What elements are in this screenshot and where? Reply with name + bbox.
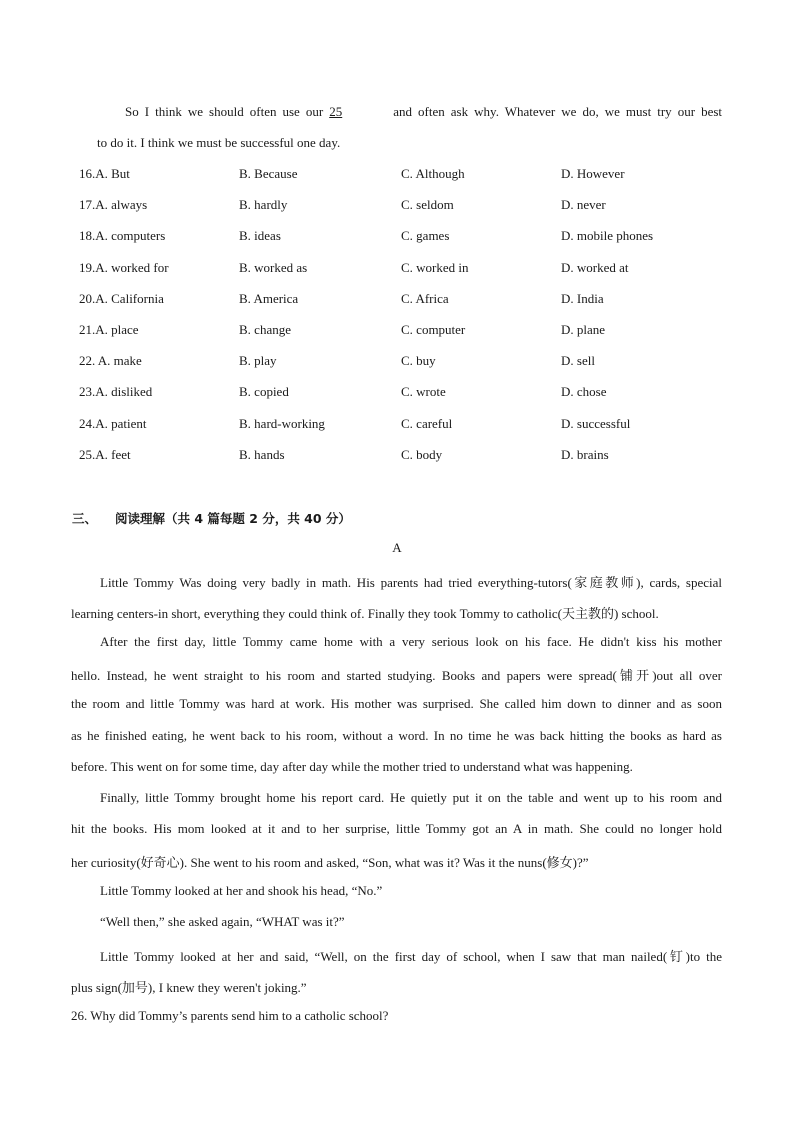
option-d: D. never xyxy=(561,197,606,213)
passage-line: plus sign(加号), I knew they weren't joking.” xyxy=(71,980,307,995)
option-a: 17.A. always xyxy=(79,197,148,213)
option-b: B. ideas xyxy=(239,228,281,244)
option-c: C. body xyxy=(401,446,443,462)
option-c: C. wrote xyxy=(401,384,446,400)
question-row xyxy=(79,416,739,434)
option-b: B. hardly xyxy=(239,197,288,213)
option-b: B. worked as xyxy=(239,259,308,275)
passage-line: hit the books. His mom looked at it and to her surprise, little Tommy got an A in math. She could no longer hold xyxy=(71,821,722,836)
passage-label: A xyxy=(392,540,402,555)
question-26: 26. Why did Tommy’s parents send him to a catholic school? xyxy=(71,1008,389,1023)
option-d: D. However xyxy=(561,166,625,181)
option-c: C. buy xyxy=(401,353,436,369)
option-b: B. hands xyxy=(239,446,285,462)
question-row xyxy=(79,228,739,246)
section-title: 阅读理解（共 4 篇每题 2 分，共 40 分） xyxy=(115,511,351,526)
option-a: 16.A. But xyxy=(79,166,130,181)
option-d: D. mobile phones xyxy=(561,228,654,244)
option-c: C. worked in xyxy=(401,259,469,275)
option-c: C. computer xyxy=(401,322,466,337)
option-d: D. India xyxy=(561,290,604,306)
passage-line: Little Tommy Was doing very badly in math. His parents had tried everything-tutors(家庭教师), cards, special xyxy=(100,575,722,590)
option-d: D. plane xyxy=(561,322,606,337)
passage-line: After the first day, little Tommy came home with a very serious look on his face. He didn't kiss his mother xyxy=(100,634,722,649)
passage-line: Little Tommy looked at her and shook his head, “No.” xyxy=(100,883,383,898)
question-row xyxy=(79,384,739,402)
option-a: 24.A. patient xyxy=(79,415,147,431)
option-c: C. seldom xyxy=(401,197,454,213)
option-a: 21.A. place xyxy=(79,322,139,337)
option-b: B. change xyxy=(239,322,291,337)
passage-line: her curiosity(好奇心). She went to his room and asked, “Son, what was it? Was it the nuns(修女)?” xyxy=(71,855,589,870)
cloze-text-after: and often ask why. Whatever we do, we must try our best xyxy=(393,104,723,119)
option-c: C. games xyxy=(401,228,450,244)
question-row xyxy=(79,291,739,309)
option-c: C. careful xyxy=(401,415,453,431)
option-c: C. Although xyxy=(401,166,465,181)
question-row xyxy=(79,197,739,215)
cloze-blank-25: 25 xyxy=(329,104,343,119)
option-a: 25.A. feet xyxy=(79,446,131,462)
section-heading xyxy=(72,509,351,527)
option-a: 22. A. make xyxy=(79,353,142,369)
option-d: D. chose xyxy=(561,384,607,400)
question-row xyxy=(79,353,739,371)
passage-line: Finally, little Tommy brought home his report card. He quietly put it on the table and went up to his room and xyxy=(100,790,722,805)
option-b: B. hard-working xyxy=(239,415,325,431)
option-a: 23.A. disliked xyxy=(79,384,153,400)
passage-line: hello. Instead, he went straight to his room and started studying. Books and papers were spread(铺开)out all over xyxy=(71,668,722,683)
option-a: 19.A. worked for xyxy=(79,259,169,275)
option-a: 18.A. computers xyxy=(79,228,166,244)
section-number: 三、 xyxy=(72,511,98,526)
cloze-line-1 xyxy=(125,104,722,120)
option-b: B. play xyxy=(239,353,277,369)
cloze-text-before: So I think we should often use our xyxy=(125,104,324,119)
cloze-line-2: to do it. I think we must be successful one day. xyxy=(97,135,341,150)
passage-line: “Well then,” she asked again, “WHAT was it?” xyxy=(100,914,345,929)
question-row xyxy=(79,260,739,278)
passage-line: the room and little Tommy was hard at work. His mother was surprised. She called him down to dinner and as soon xyxy=(71,696,722,711)
question-row xyxy=(79,447,739,465)
option-b: B. copied xyxy=(239,384,289,400)
option-a: 20.A. California xyxy=(79,290,164,306)
option-b: B. America xyxy=(239,290,299,306)
passage-line: Little Tommy looked at her and said, “Well, on the first day of school, when I saw that man nailed(钉)to the xyxy=(100,949,722,964)
option-c: C. Africa xyxy=(401,290,449,306)
question-row xyxy=(79,166,739,184)
passage-line: before. This went on for some time, day after day while the mother tried to understand what was happening. xyxy=(71,759,633,774)
option-b: B. Because xyxy=(239,166,298,181)
option-d: D. successful xyxy=(561,415,631,431)
option-d: D. brains xyxy=(561,446,609,462)
passage-line: as he finished eating, he went back to his room, without a word. In no time he was back hitting the books as hard as xyxy=(71,728,722,743)
option-d: D. worked at xyxy=(561,259,629,275)
passage-line: learning centers-in short, everything they could think of. Finally they took Tommy to catholic(天主教的) school. xyxy=(71,606,659,621)
option-d: D. sell xyxy=(561,353,595,369)
question-row xyxy=(79,322,739,340)
